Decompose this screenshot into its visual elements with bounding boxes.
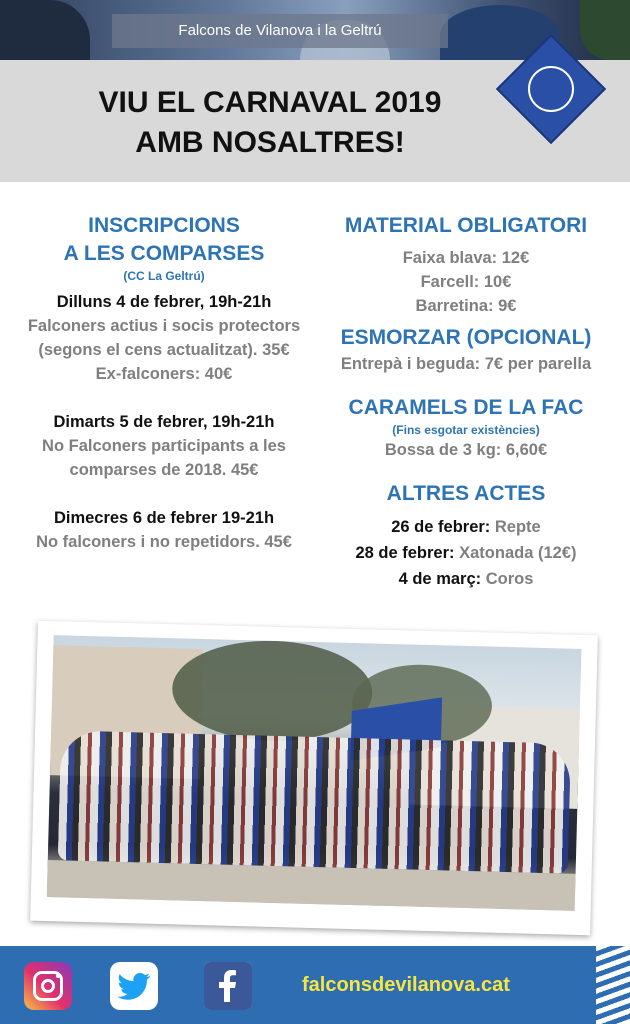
wave-decoration xyxy=(596,946,630,1024)
caramels-text: Bossa de 3 kg: 6,60€ xyxy=(384,441,548,459)
page-title-line2: AMB NOSALTRES! xyxy=(135,126,405,159)
website-link[interactable]: falconsdevilanova.cat xyxy=(302,974,510,996)
event-name: Coros xyxy=(485,570,534,588)
page-title xyxy=(60,83,480,163)
material-item: Farcell: 10€ xyxy=(420,273,512,291)
day-line: (segons el cens actualitzat). 35€ xyxy=(38,341,290,359)
event-date: 4 de març: xyxy=(398,570,482,588)
material-heading: MATERIAL OBLIGATORI xyxy=(344,214,588,237)
day-date: Dimarts 5 de febrer, 19h-21h xyxy=(53,413,275,431)
altres-block xyxy=(318,480,614,592)
inscriptions-heading-line1: INSCRIPCIONS xyxy=(88,214,240,237)
inscriptions-heading xyxy=(14,212,314,268)
inscriptions-location: (CC La Geltrú) xyxy=(123,269,205,283)
event-item xyxy=(318,566,614,592)
material-item: Barretina: 9€ xyxy=(415,297,517,315)
instagram-icon[interactable] xyxy=(24,962,72,1010)
caramels-heading: CARAMELS DE LA FAC xyxy=(348,396,584,419)
event-name: Repte xyxy=(494,518,541,536)
day-block-1 xyxy=(14,290,314,386)
day-line: Falconers actius i socis protectors xyxy=(27,317,301,335)
info-section xyxy=(318,212,614,592)
material-block xyxy=(318,212,614,318)
facebook-icon[interactable] xyxy=(204,962,252,1010)
day-block-3 xyxy=(14,506,314,554)
caramels-note: (Fins esgotar existències) xyxy=(392,423,540,437)
event-date: 28 de febrer: xyxy=(355,544,455,562)
day-date: Dimecres 6 de febrer 19-21h xyxy=(53,509,275,527)
twitter-icon[interactable] xyxy=(110,962,158,1010)
day-block-2 xyxy=(14,410,314,482)
event-date: 26 de febrer: xyxy=(391,518,491,536)
esmorzar-heading: ESMORZAR (OPCIONAL) xyxy=(340,326,592,349)
day-line: comparses de 2018. 45€ xyxy=(69,461,259,479)
footer-bar xyxy=(0,946,630,1024)
day-line: Ex-falconers: 40€ xyxy=(95,365,233,383)
page-title-line1: VIU EL CARNAVAL 2019 xyxy=(98,86,442,119)
group-photo xyxy=(47,635,582,911)
day-line: No Falconers participants a les xyxy=(42,437,286,455)
event-item xyxy=(318,540,614,566)
material-item: Faixa blava: 12€ xyxy=(402,249,530,267)
inscriptions-heading-line2: A LES COMPARSES xyxy=(63,242,265,265)
org-name: Falcons de Vilanova i la Geltrú xyxy=(112,14,448,48)
group-photo-frame xyxy=(30,621,598,936)
day-date: Dilluns 4 de febrer, 19h-21h xyxy=(56,293,272,311)
altres-heading: ALTRES ACTES xyxy=(386,482,546,505)
day-line: No falconers i no repetidors. 45€ xyxy=(36,533,292,551)
esmorzar-text: Entrepà i beguda: 7€ per parella xyxy=(340,355,592,373)
event-item xyxy=(318,514,614,540)
inscriptions-section xyxy=(14,212,314,554)
esmorzar-block xyxy=(318,324,614,376)
event-name: Xatonada (12€) xyxy=(459,544,577,562)
caramels-block xyxy=(318,394,614,462)
